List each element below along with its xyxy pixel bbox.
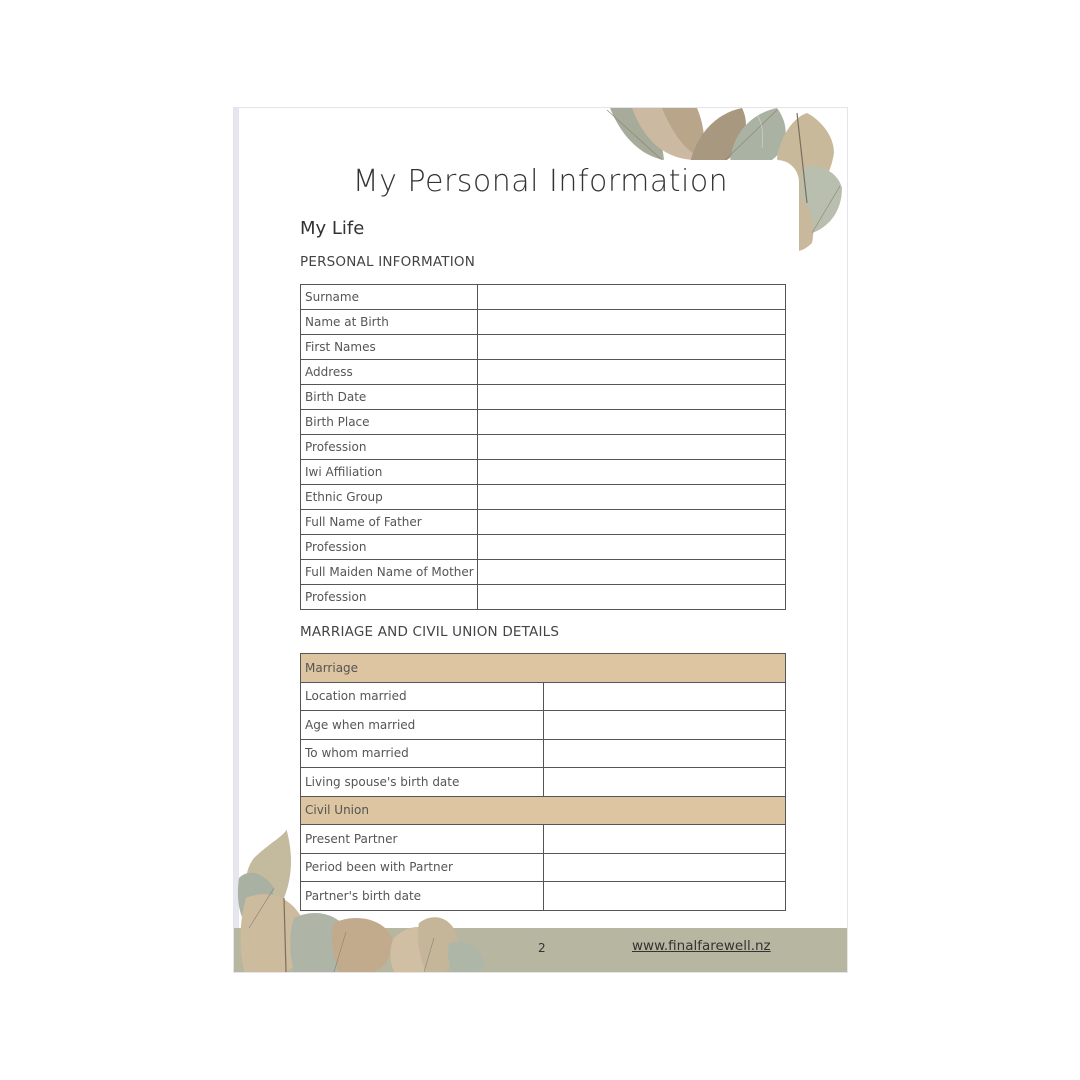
field-label: Period been with Partner — [301, 853, 544, 882]
field-label: Profession — [301, 585, 478, 610]
field-value[interactable] — [543, 825, 786, 854]
field-value[interactable] — [478, 410, 786, 435]
field-label: Address — [301, 360, 478, 385]
table-group-header-row — [301, 796, 786, 825]
field-value[interactable] — [543, 682, 786, 711]
field-value[interactable] — [478, 485, 786, 510]
field-value[interactable] — [478, 335, 786, 360]
field-value[interactable] — [543, 739, 786, 768]
field-value[interactable] — [478, 385, 786, 410]
field-label: Surname — [301, 285, 478, 310]
table-row — [301, 385, 786, 410]
table-row — [301, 560, 786, 585]
table-row — [301, 535, 786, 560]
section-title: My Life — [300, 218, 365, 239]
document-page — [234, 108, 847, 972]
table-row — [301, 310, 786, 335]
field-value[interactable] — [478, 585, 786, 610]
field-value[interactable] — [478, 360, 786, 385]
table-group-header-row — [301, 654, 786, 683]
marriage-civil-union-heading: MARRIAGE AND CIVIL UNION DETAILS — [300, 624, 560, 640]
field-label: Profession — [301, 435, 478, 460]
field-label: Present Partner — [301, 825, 544, 854]
field-value[interactable] — [543, 711, 786, 740]
personal-information-heading: PERSONAL INFORMATION — [300, 254, 476, 270]
footer-website-link[interactable]: www.finalfarewell.nz — [632, 938, 771, 954]
field-value[interactable] — [478, 535, 786, 560]
field-label: Full Maiden Name of Mother — [301, 560, 478, 585]
field-label: Ethnic Group — [301, 485, 478, 510]
field-label: Living spouse's birth date — [301, 768, 544, 797]
field-label: Iwi Affiliation — [301, 460, 478, 485]
table-row — [301, 410, 786, 435]
group-header-label: Marriage — [301, 654, 786, 683]
table-row — [301, 711, 786, 740]
group-header-label: Civil Union — [301, 796, 786, 825]
table-row — [301, 853, 786, 882]
field-label: Partner's birth date — [301, 882, 544, 911]
table-row — [301, 739, 786, 768]
table-row — [301, 510, 786, 535]
table-row — [301, 285, 786, 310]
field-label: To whom married — [301, 739, 544, 768]
table-row — [301, 460, 786, 485]
table-row — [301, 882, 786, 911]
field-value[interactable] — [478, 460, 786, 485]
field-label: Location married — [301, 682, 544, 711]
field-label: Birth Place — [301, 410, 478, 435]
table-row — [301, 485, 786, 510]
table-row — [301, 585, 786, 610]
field-value[interactable] — [478, 560, 786, 585]
field-value[interactable] — [478, 510, 786, 535]
field-label: Name at Birth — [301, 310, 478, 335]
page-title: My Personal Information — [352, 164, 729, 199]
field-label: Birth Date — [301, 385, 478, 410]
page-edge — [234, 108, 239, 972]
personal-information-table — [300, 284, 786, 610]
table-row — [301, 360, 786, 385]
table-row — [301, 825, 786, 854]
field-label: Profession — [301, 535, 478, 560]
field-label: Full Name of Father — [301, 510, 478, 535]
table-row — [301, 682, 786, 711]
field-value[interactable] — [543, 768, 786, 797]
field-value[interactable] — [543, 853, 786, 882]
table-row — [301, 435, 786, 460]
page-number: 2 — [538, 941, 546, 955]
field-value[interactable] — [543, 882, 786, 911]
field-label: First Names — [301, 335, 478, 360]
field-value[interactable] — [478, 285, 786, 310]
field-value[interactable] — [478, 310, 786, 335]
marriage-civil-union-table — [300, 653, 786, 911]
field-label: Age when married — [301, 711, 544, 740]
table-row — [301, 768, 786, 797]
field-value[interactable] — [478, 435, 786, 460]
table-row — [301, 335, 786, 360]
